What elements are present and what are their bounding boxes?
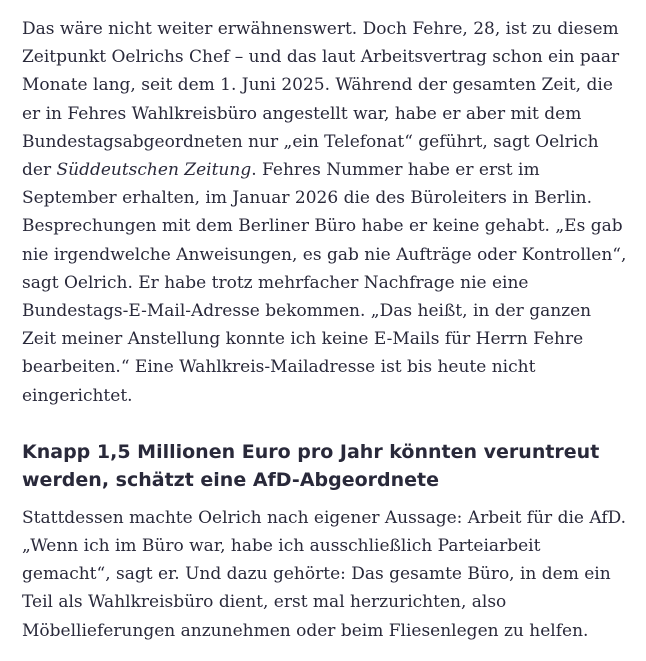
paragraph-line: er in Fehres Wahlkreisbüro angestellt war, habe er aber mit dem bbox=[22, 103, 582, 124]
paragraph-line: Zeit meiner Anstellung konnte ich keine E-Mails für Herrn Fehre bbox=[22, 329, 584, 350]
paragraph-line: Teil als Wahlkreisbüro dient, erst mal herzurichten, also bbox=[22, 592, 507, 613]
article-paragraph-2 bbox=[22, 504, 627, 645]
article-paragraph-1 bbox=[22, 15, 627, 410]
section-subheading bbox=[22, 438, 622, 494]
subheading-line: werden, schätzt eine AfD-Abgeordnete bbox=[22, 468, 440, 491]
paragraph-line: Besprechungen mit dem Berliner Büro habe er keine gehabt. „Es gab bbox=[22, 216, 623, 237]
paragraph-line: September erhalten, im Januar 2026 die des Büroleiters in Berlin. bbox=[22, 188, 593, 209]
paragraph-line: Zeitpunkt Oelrichs Chef – und das laut Arbeitsvertrag schon ein paar bbox=[22, 47, 620, 68]
article-body bbox=[22, 15, 627, 645]
paragraph-line: Bundestags-E-Mail-Adresse bekommen. „Das heißt, in der ganzen bbox=[22, 301, 592, 322]
line-suffix: . Fehres Nummer habe er erst im bbox=[251, 160, 540, 181]
paragraph-line: nie irgendwelche Anweisungen, es gab nie Aufträge oder Kontrollen“, bbox=[22, 244, 627, 265]
paragraph-line: eingerichtet. bbox=[22, 385, 133, 406]
paragraph-line-with-newspaper-name bbox=[22, 156, 622, 184]
paragraph-line: Bundestagsabgeordneten nur „ein Telefonat“ geführt, sagt Oelrich bbox=[22, 131, 599, 152]
paragraph-line: „Wenn ich im Büro war, habe ich ausschließlich Parteiarbeit bbox=[22, 536, 541, 557]
subheading-line: Knapp 1,5 Millionen Euro pro Jahr könnten veruntreut bbox=[22, 440, 600, 463]
paragraph-line: Das wäre nicht weiter erwähnenswert. Doch Fehre, 28, ist zu diesem bbox=[22, 19, 619, 39]
paragraph-line: bearbeiten.“ Eine Wahlkreis-Mailadresse ist bis heute nicht bbox=[22, 357, 536, 378]
paragraph-line: Möbellieferungen anzunehmen oder beim Fliesenlegen zu helfen. bbox=[22, 620, 589, 641]
paragraph-line: sagt Oelrich. Er habe trotz mehrfacher Nachfrage nie eine bbox=[22, 272, 529, 293]
paragraph-line: Stattdessen machte Oelrich nach eigener Aussage: Arbeit für die AfD. bbox=[22, 507, 627, 528]
line-prefix: der bbox=[22, 160, 57, 181]
paragraph-line: gemacht“, sagt er. Und dazu gehörte: Das gesamte Büro, in dem ein bbox=[22, 564, 611, 585]
newspaper-name: Süddeutschen Zeitung bbox=[56, 160, 252, 181]
paragraph-line: Monate lang, seit dem 1. Juni 2025. Während der gesamten Zeit, die bbox=[22, 75, 613, 96]
